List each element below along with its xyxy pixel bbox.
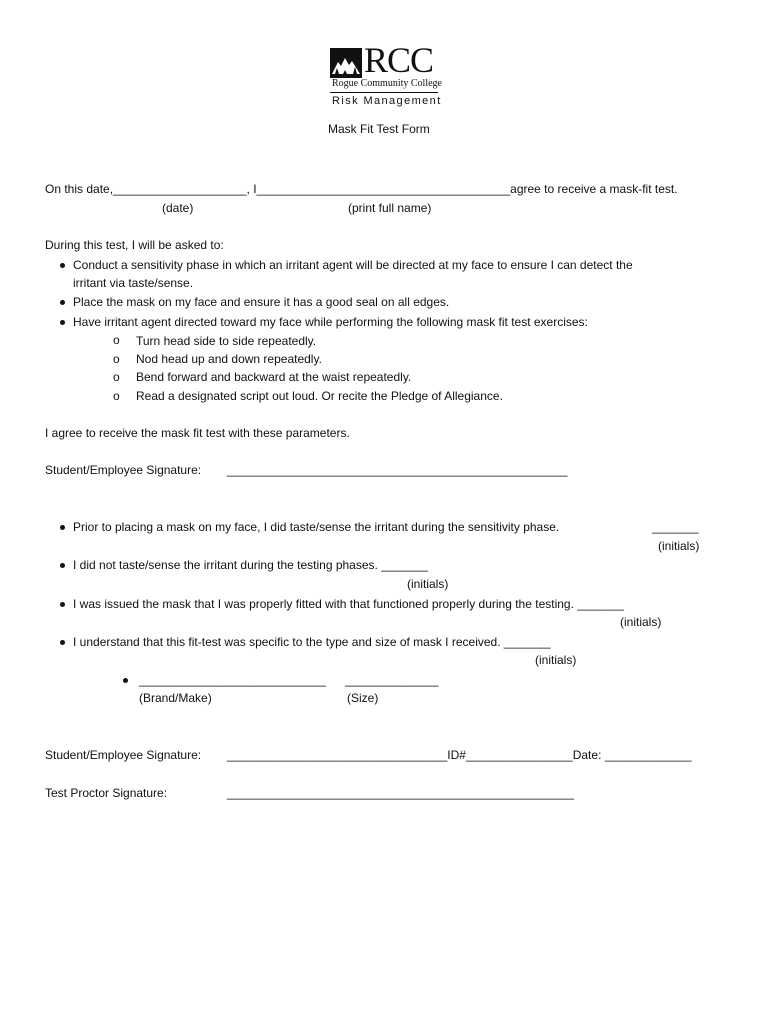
signature-label: Student/Employee Signature: [45,463,202,477]
proctor-signature-blank[interactable]: ____________________________________________________ [227,786,575,800]
initials-label: (initials) [658,539,700,553]
procedures-heading: During this test, I will be asked to: [45,238,224,252]
ack-item: I was issued the mask that I was properly fitted with that functioned properly during the testing. _______ [73,597,624,611]
intro-end: agree to receive a mask-fit test. [510,182,678,196]
brand-label: (Brand/Make) [139,691,212,705]
intro-start: On this date, [45,182,114,196]
bullet-icon [60,563,65,568]
initials-label: (initials) [407,577,449,591]
bullet-icon [60,320,65,325]
proctor-label: Test Proctor Signature: [45,786,168,800]
signature-blank[interactable]: ___________________________________________________ [227,463,568,477]
logo-department: Risk Management [332,95,442,107]
ack-item: I understand that this fit-test was specific to the type and size of mask I received. _______ [73,635,551,649]
exercise-item: Read a designated script out loud. Or recite the Pledge of Allegiance. [136,389,503,403]
size-blank[interactable]: ______________ [345,673,439,687]
intro-comma-i: , I [246,182,257,196]
rcc-logo [330,40,442,110]
date-label: Date: [572,748,605,762]
name-blank[interactable]: ______________________________________ [256,182,511,196]
date-blank[interactable]: _____________ [604,748,692,762]
logo-college-name: Rogue Community College [332,78,442,89]
id-blank[interactable]: ________________ [465,748,573,762]
signature-label: Student/Employee Signature: [45,748,202,762]
intro-line [45,182,678,196]
initials-label: (initials) [535,653,577,667]
procedure-item: Place the mask on my face and ensure it has a good seal on all edges. [73,295,450,309]
exercise-item: Nod head up and down repeatedly. [136,352,322,366]
logo-divider [330,92,438,93]
bullet-icon [60,525,65,530]
procedure-item: Have irritant agent directed toward my face while performing the following mask fit test exercises: [73,315,588,329]
date-blank[interactable]: ____________________ [113,182,247,196]
signature-id-date-line [227,748,692,762]
logo-abbrev: RCC [364,40,434,80]
initials-blank[interactable]: _______ [652,520,699,534]
exercise-item: Turn head side to side repeatedly. [136,334,317,348]
sub-bullet-icon: o [113,389,120,403]
sub-bullet-icon: o [113,370,120,384]
sub-bullet-icon: o [113,352,120,366]
bullet-icon [60,602,65,607]
form-title: Mask Fit Test Form [328,122,430,136]
brand-blank[interactable]: ____________________________ [139,673,326,687]
procedure-item: Conduct a sensitivity phase in which an irritant agent will be directed at my face to ensure I can detect the [73,258,633,272]
exercise-item: Bend forward and backward at the waist repeatedly. [136,370,412,384]
ack-item: Prior to placing a mask on my face, I did taste/sense the irritant during the sensitivity phase. [73,520,560,534]
id-label: ID# [447,748,466,762]
sub-bullet-icon: o [113,333,120,347]
date-label: (date) [162,201,194,215]
mountain-trees-logo-icon [330,48,362,78]
initials-label: (initials) [620,615,662,629]
bullet-icon [123,678,128,683]
agreement-text: I agree to receive the mask fit test with these parameters. [45,426,350,440]
size-label: (Size) [347,691,379,705]
bullet-icon [60,640,65,645]
bullet-icon [60,263,65,268]
bullet-icon [60,300,65,305]
procedure-item-continued: irritant via taste/sense. [73,276,194,290]
signature-blank[interactable]: _________________________________ [227,748,448,762]
name-label: (print full name) [348,201,432,215]
ack-item: I did not taste/sense the irritant during the testing phases. _______ [73,558,428,572]
